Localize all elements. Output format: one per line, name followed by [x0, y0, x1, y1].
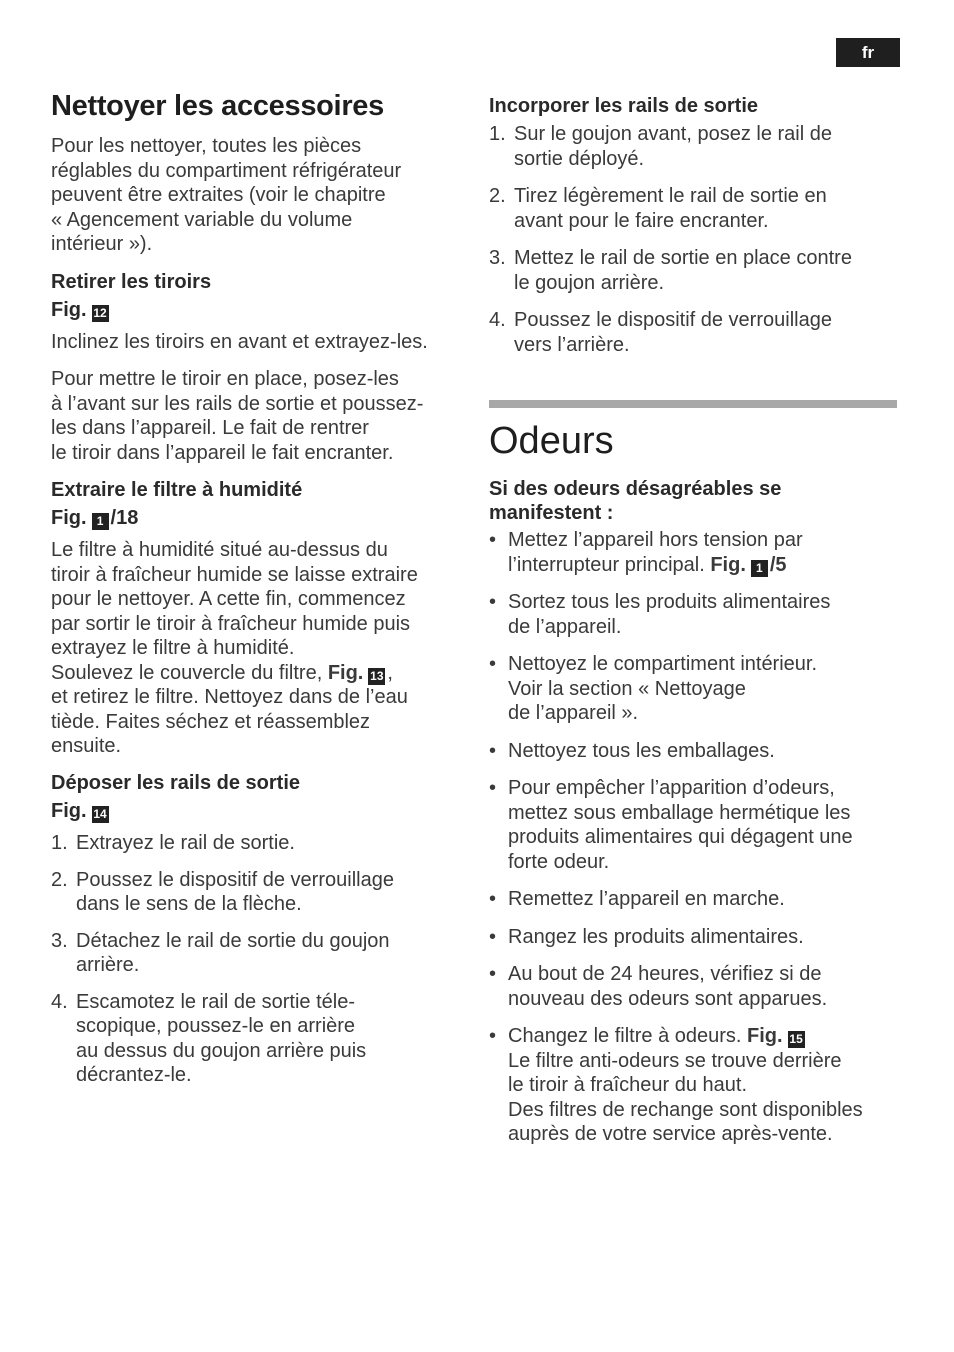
list-item: 3. Détachez le rail de sortie du goujon arrière. — [51, 929, 390, 976]
list-item: 3. Mettez le rail de sortie en place contre le goujon arrière. — [489, 247, 852, 294]
language-tab: fr — [836, 38, 900, 67]
list-item: 1. Extrayez le rail de sortie. — [51, 832, 295, 854]
heading-incorporer-rails: Incorporer les rails de sortie — [489, 95, 758, 117]
figure-number-icon: 14 — [93, 807, 107, 821]
intro-paragraph: Pour les nettoyer, toutes les pièces réglables du compartiment réfrigérateur peuvent être extraites (voir le chapitre « Agencement variable du volume intérieur »). — [51, 135, 402, 255]
steps-incorporer — [489, 122, 901, 357]
paragraph: Pour mettre le tiroir en place, posez-les à l’avant sur les rails de sortie et poussez- les dans l’appareil. Le fait de rentrer le tiroir dans l’appareil le fait encranter. — [51, 368, 424, 464]
list-item: 4. Poussez le dispositif de verrouillage vers l’arrière. — [489, 309, 832, 356]
list-item: • Changez le filtre à odeurs. Fig. 15 Le filtre anti-odeurs se trouve derrière le tiroir à fraîcheur du haut. Des filtres de rechange sont disponibles auprès de votre service après-vente. — [489, 1025, 863, 1145]
paragraph: Le filtre à humidité situé au-dessus du tiroir à fraîcheur humide se laisse extraire pour le nettoyer. A cette fin, commencez par sortir le tiroir à fraîcheur humide puis extrayez le filtre à humidité. Soulevez le couvercle du filtre, Fig. 13 , et retirez le filtre. Nettoyez dans de l’eau tiède. Faites séchez et réassemblez ensuite. — [51, 539, 418, 757]
list-item: 4. Escamotez le rail de sortie téle- scopique, poussez-le en arrière au dessus du goujon arrière puis décrantez-le. — [51, 990, 367, 1086]
figure-number-icon: 15 — [789, 1032, 803, 1046]
section-title-odeurs: Odeurs — [489, 420, 614, 462]
list-item: • Nettoyez tous les emballages. — [489, 739, 775, 762]
list-item: • Sortez tous les produits alimentaires de l’appareil. — [489, 591, 831, 638]
list-item: • Mettez l’appareil hors tension par l’interrupteur principal. Fig. 1 /5 — [489, 529, 803, 576]
list-item: • Nettoyez le compartiment intérieur. Voir la section « Nettoyage de l’appareil ». — [489, 653, 818, 724]
figure-number-icon: 1 — [751, 560, 768, 577]
list-item: • Pour empêcher l’apparition d’odeurs, mettez sous emballage hermétique les produits alimentaires qui dégagent une forte odeur. — [489, 777, 853, 873]
odeurs-bullet-list — [489, 528, 901, 1147]
list-item: • Remettez l’appareil en marche. — [489, 888, 785, 910]
figure-reference: Fig. 14 — [51, 800, 107, 822]
heading-deposer-rails: Déposer les rails de sortie — [51, 772, 301, 794]
list-item: 2. Poussez le dispositif de verrouillage dans le sens de la flèche. — [51, 868, 394, 915]
section-divider — [489, 400, 897, 408]
figure-reference: Fig. 12 — [51, 299, 107, 321]
heading-odeurs-desagreables: Si des odeurs désagréables se manifestent : — [489, 478, 782, 524]
list-item: • Rangez les produits alimentaires. — [489, 925, 804, 948]
heading-retirer-tiroirs: Retirer les tiroirs — [51, 271, 212, 293]
section-title-accessoires: Nettoyer les accessoires — [51, 90, 384, 122]
steps-deposer — [51, 831, 463, 1088]
figure-number-icon: 1 — [92, 513, 109, 530]
figure-number-icon: 13 — [370, 668, 384, 683]
list-item: • Au bout de 24 heures, vérifiez si de nouveau des odeurs sont apparues. — [489, 963, 828, 1010]
list-item: 1. Sur le goujon avant, posez le rail de sortie déployé. — [489, 123, 832, 170]
figure-reference: Fig. 1 /18 — [51, 507, 139, 529]
heading-extraire-filtre: Extraire le filtre à humidité — [51, 479, 303, 501]
paragraph: Inclinez les tiroirs en avant et extrayez-les. — [51, 331, 428, 353]
figure-number-icon: 12 — [93, 306, 107, 320]
list-item: 2. Tirez légèrement le rail de sortie en avant pour le faire encranter. — [489, 185, 827, 232]
